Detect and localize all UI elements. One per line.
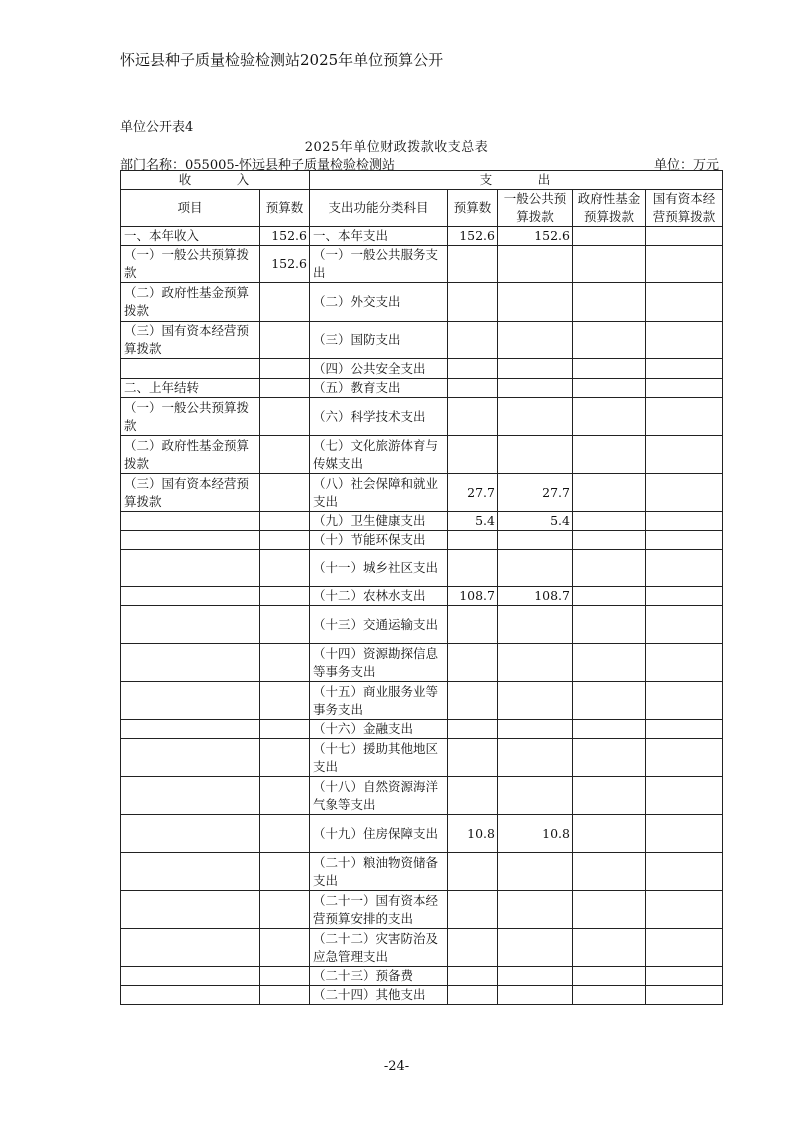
row-general-budget [498, 436, 573, 474]
row-budget [448, 891, 498, 929]
row-item [121, 587, 260, 606]
row-gov-fund [573, 682, 646, 720]
row-item [121, 739, 260, 777]
row-amount [260, 891, 310, 929]
row-gov-fund [573, 398, 646, 436]
row-state-capital [646, 929, 723, 967]
row-budget [448, 739, 498, 777]
table-row [121, 398, 723, 436]
table-row [121, 550, 723, 587]
table-row [121, 322, 723, 359]
row-function: （二十一）国有资本经营预算安排的支出 [310, 891, 448, 929]
row-amount [260, 531, 310, 550]
row-state-capital [646, 550, 723, 587]
row-state-capital [646, 720, 723, 739]
row-function: （二十二）灾害防治及应急管理支出 [310, 929, 448, 967]
row-function: 一、本年支出 [310, 227, 448, 246]
row-gov-fund [573, 777, 646, 815]
row-gov-fund [573, 739, 646, 777]
row-general-budget [498, 682, 573, 720]
table-row [121, 436, 723, 474]
row-general-budget: 108.7 [498, 587, 573, 606]
row-general-budget: 5.4 [498, 512, 573, 531]
row-budget [448, 720, 498, 739]
col-header-state-capital: 国有资本经营预算拨款 [646, 190, 723, 227]
row-function: （二十四）其他支出 [310, 986, 448, 1005]
row-function: （三）国防支出 [310, 322, 448, 359]
row-function: （二十三）预备费 [310, 967, 448, 986]
table-row [121, 246, 723, 283]
row-amount [260, 436, 310, 474]
row-amount [260, 967, 310, 986]
row-gov-fund [573, 815, 646, 853]
row-state-capital [646, 986, 723, 1005]
table-row [121, 777, 723, 815]
row-budget [448, 398, 498, 436]
row-item [121, 531, 260, 550]
row-general-budget [498, 550, 573, 587]
row-budget: 27.7 [448, 474, 498, 512]
row-amount [260, 359, 310, 379]
row-amount [260, 777, 310, 815]
row-state-capital [646, 379, 723, 398]
row-item: （二）政府性基金预算拨款 [121, 283, 260, 322]
row-amount [260, 398, 310, 436]
row-general-budget [498, 246, 573, 283]
row-general-budget: 27.7 [498, 474, 573, 512]
row-function: （十四）资源勘探信息等事务支出 [310, 644, 448, 682]
row-budget [448, 644, 498, 682]
row-gov-fund [573, 606, 646, 644]
row-state-capital [646, 891, 723, 929]
row-budget [448, 436, 498, 474]
row-general-budget [498, 322, 573, 359]
row-item: （三）国有资本经营预算拨款 [121, 322, 260, 359]
row-gov-fund [573, 967, 646, 986]
income-section-header: 收 入 [121, 171, 310, 190]
row-amount [260, 682, 310, 720]
row-gov-fund [573, 436, 646, 474]
table-row [121, 929, 723, 967]
row-budget [448, 967, 498, 986]
table-row [121, 739, 723, 777]
row-function: （九）卫生健康支出 [310, 512, 448, 531]
table-row [121, 379, 723, 398]
row-general-budget [498, 359, 573, 379]
table-row [121, 606, 723, 644]
row-gov-fund [573, 986, 646, 1005]
row-gov-fund [573, 227, 646, 246]
row-function: （四）公共安全支出 [310, 359, 448, 379]
table-row [121, 720, 723, 739]
row-budget [448, 283, 498, 322]
department-name: 部门名称：055005-怀远县种子质量检验检测站 [120, 158, 396, 173]
row-amount [260, 550, 310, 587]
row-gov-fund [573, 929, 646, 967]
row-general-budget [498, 644, 573, 682]
row-budget [448, 929, 498, 967]
row-item [121, 550, 260, 587]
row-amount [260, 815, 310, 853]
table-row [121, 587, 723, 606]
row-gov-fund [573, 644, 646, 682]
row-item [121, 359, 260, 379]
row-function: （十二）农林水支出 [310, 587, 448, 606]
row-function: （八）社会保障和就业支出 [310, 474, 448, 512]
unit-label: 单位：万元 [653, 158, 719, 173]
row-gov-fund [573, 359, 646, 379]
row-budget: 108.7 [448, 587, 498, 606]
row-state-capital [646, 587, 723, 606]
row-budget [448, 322, 498, 359]
row-state-capital [646, 474, 723, 512]
row-general-budget [498, 720, 573, 739]
col-header-gov-fund: 政府性基金预算拨款 [573, 190, 646, 227]
row-gov-fund [573, 531, 646, 550]
row-function: （七）文化旅游体育与传媒支出 [310, 436, 448, 474]
col-header-amount: 预算数 [260, 190, 310, 227]
row-gov-fund [573, 283, 646, 322]
row-state-capital [646, 512, 723, 531]
row-general-budget [498, 853, 573, 891]
row-amount [260, 512, 310, 531]
row-general-budget [498, 398, 573, 436]
row-function: （十九）住房保障支出 [310, 815, 448, 853]
row-item: 一、本年收入 [121, 227, 260, 246]
col-header-item: 项目 [121, 190, 260, 227]
row-item [121, 644, 260, 682]
row-general-budget [498, 606, 573, 644]
row-amount [260, 853, 310, 891]
row-budget [448, 853, 498, 891]
row-state-capital [646, 606, 723, 644]
row-budget [448, 606, 498, 644]
col-header-general-budget: 一般公共预算拨款 [498, 190, 573, 227]
row-budget: 10.8 [448, 815, 498, 853]
row-budget: 152.6 [448, 227, 498, 246]
table-row [121, 815, 723, 853]
row-function: （二十）粮油物资储备支出 [310, 853, 448, 891]
row-amount [260, 606, 310, 644]
row-item [121, 606, 260, 644]
table-row [121, 474, 723, 512]
col-header-function: 支出功能分类科目 [310, 190, 448, 227]
row-item [121, 682, 260, 720]
row-state-capital [646, 227, 723, 246]
row-budget: 5.4 [448, 512, 498, 531]
row-budget [448, 986, 498, 1005]
row-state-capital [646, 777, 723, 815]
table-row [121, 227, 723, 246]
row-item: （一）一般公共预算拨款 [121, 246, 260, 283]
table-row [121, 531, 723, 550]
row-general-budget [498, 739, 573, 777]
row-state-capital [646, 739, 723, 777]
row-function: （十六）金融支出 [310, 720, 448, 739]
row-item [121, 815, 260, 853]
table-row [121, 986, 723, 1005]
row-gov-fund [573, 720, 646, 739]
row-amount: 152.6 [260, 227, 310, 246]
row-item: （三）国有资本经营预算拨款 [121, 474, 260, 512]
row-state-capital [646, 531, 723, 550]
row-amount [260, 720, 310, 739]
row-item [121, 967, 260, 986]
table-row [121, 283, 723, 322]
row-state-capital [646, 322, 723, 359]
row-budget [448, 531, 498, 550]
row-function: （十一）城乡社区支出 [310, 550, 448, 587]
row-item [121, 853, 260, 891]
row-general-budget [498, 891, 573, 929]
row-budget [448, 359, 498, 379]
page-number: -24- [383, 1059, 410, 1074]
row-general-budget [498, 531, 573, 550]
row-amount [260, 474, 310, 512]
row-function: （五）教育支出 [310, 379, 448, 398]
row-item: 二、上年结转 [121, 379, 260, 398]
row-state-capital [646, 246, 723, 283]
row-amount [260, 929, 310, 967]
row-gov-fund [573, 322, 646, 359]
row-budget [448, 550, 498, 587]
row-amount [260, 283, 310, 322]
row-general-budget: 10.8 [498, 815, 573, 853]
table-row [121, 512, 723, 531]
row-general-budget [498, 986, 573, 1005]
table-row [121, 644, 723, 682]
row-item [121, 929, 260, 967]
row-gov-fund [573, 379, 646, 398]
document-header: 怀远县种子质量检验检测站2025年单位预算公开 [120, 51, 444, 69]
row-amount: 152.6 [260, 246, 310, 283]
row-gov-fund [573, 891, 646, 929]
row-general-budget [498, 283, 573, 322]
row-state-capital [646, 359, 723, 379]
row-state-capital [646, 853, 723, 891]
row-amount [260, 322, 310, 359]
row-budget [448, 379, 498, 398]
row-general-budget [498, 929, 573, 967]
row-state-capital [646, 815, 723, 853]
table-row [121, 853, 723, 891]
expense-section-header: 支 出 [310, 171, 723, 190]
row-state-capital [646, 436, 723, 474]
row-general-budget: 152.6 [498, 227, 573, 246]
table-name: 单位公开表4 [120, 120, 194, 135]
row-budget [448, 682, 498, 720]
row-amount [260, 644, 310, 682]
row-gov-fund [573, 246, 646, 283]
row-item [121, 986, 260, 1005]
row-item [121, 720, 260, 739]
row-general-budget [498, 967, 573, 986]
row-item [121, 777, 260, 815]
row-gov-fund [573, 512, 646, 531]
row-budget [448, 246, 498, 283]
table-row [121, 891, 723, 929]
table-body [121, 227, 723, 1005]
row-item: （二）政府性基金预算拨款 [121, 436, 260, 474]
table-row [121, 682, 723, 720]
table-row [121, 967, 723, 986]
row-gov-fund [573, 587, 646, 606]
row-state-capital [646, 283, 723, 322]
row-function: （六）科学技术支出 [310, 398, 448, 436]
row-state-capital [646, 967, 723, 986]
row-amount [260, 587, 310, 606]
table-title: 2025年单位财政拨款收支总表 [304, 140, 489, 155]
row-function: （十八）自然资源海洋气象等支出 [310, 777, 448, 815]
row-item [121, 891, 260, 929]
row-gov-fund [573, 550, 646, 587]
row-general-budget [498, 777, 573, 815]
row-gov-fund [573, 474, 646, 512]
row-state-capital [646, 644, 723, 682]
budget-table [120, 170, 723, 1005]
row-amount [260, 739, 310, 777]
row-general-budget [498, 379, 573, 398]
row-state-capital [646, 682, 723, 720]
table-row [121, 359, 723, 379]
row-function: （二）外交支出 [310, 283, 448, 322]
row-item: （一）一般公共预算拨款 [121, 398, 260, 436]
row-function: （一）一般公共服务支出 [310, 246, 448, 283]
row-state-capital [646, 398, 723, 436]
row-gov-fund [573, 853, 646, 891]
row-amount [260, 986, 310, 1005]
row-function: （十）节能环保支出 [310, 531, 448, 550]
row-amount [260, 379, 310, 398]
col-header-budget: 预算数 [448, 190, 498, 227]
row-budget [448, 777, 498, 815]
row-function: （十七）援助其他地区支出 [310, 739, 448, 777]
row-item [121, 512, 260, 531]
row-function: （十三）交通运输支出 [310, 606, 448, 644]
row-function: （十五）商业服务业等事务支出 [310, 682, 448, 720]
